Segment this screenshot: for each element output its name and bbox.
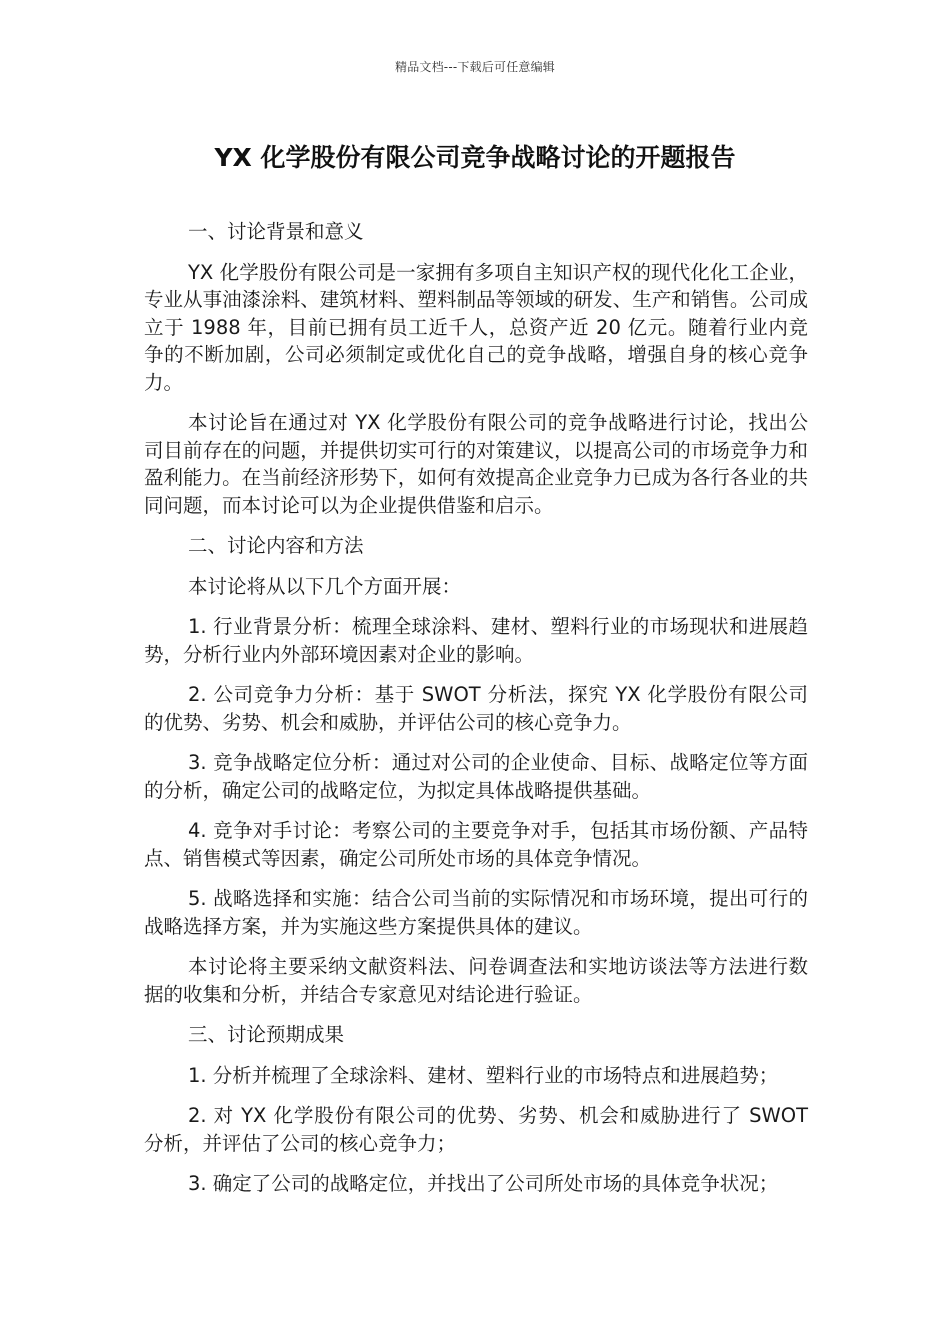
paragraph-company-intro: YX 化学股份有限公司是一家拥有多项自主知识产权的现代化化工企业，专业从事油漆涂料、建筑材料、塑料制品等领域的研发、生产和销售。公司成立于 1988 年，目前已拥有员工近千人，总资产近 20 亿元。随着行业内竞争的不断加剧，公司必须制定或优化自己的竞争战略，增强自身的核心竞争力。 [144, 260, 808, 394]
list-item-industry-analysis: 1. 行业背景分析：梳理全球涂料、建材、塑料行业的市场现状和进展趋势，分析行业内外部环境因素对企业的影响。 [144, 615, 808, 666]
list-item-strategy-selection: 5. 战略选择和实施：结合公司当前的实际情况和市场环境，提出可行的战略选择方案，并为实施这些方案提供具体的建议。 [144, 887, 808, 938]
paragraph-purpose: 本讨论旨在通过对 YX 化学股份有限公司的竞争战略进行讨论，找出公司目前存在的问题，并提供切实可行的对策建议，以提高公司的市场竞争力和盈利能力。在当前经济形势下，如何有效提高企业竞争力已成为各行各业的共同问题，而本讨论可以为企业提供借鉴和启示。 [144, 411, 808, 517]
list-item-competitiveness-analysis: 2. 公司竞争力分析：基于 SWOT 分析法，探究 YX 化学股份有限公司的优势、劣势、机会和威胁，并评估公司的核心竞争力。 [144, 683, 808, 734]
document-title: YX 化学股份有限公司竞争战略讨论的开题报告 [214, 143, 736, 172]
section-heading-expected-results: 三、讨论预期成果 [188, 1023, 345, 1046]
section-heading-background: 一、讨论背景和意义 [188, 220, 364, 243]
result-item-positioning: 3. 确定了公司的战略定位，并找出了公司所处市场的具体竞争状况； [188, 1172, 779, 1195]
result-item-swot: 2. 对 YX 化学股份有限公司的优势、劣势、机会和威胁进行了 SWOT 分析，并评估了公司的核心竞争力； [144, 1104, 808, 1155]
list-item-strategy-positioning: 3. 竞争战略定位分析：通过对公司的企业使命、目标、战略定位等方面的分析，确定公司的战略定位，为拟定具体战略提供基础。 [144, 751, 808, 802]
section-heading-content-method: 二、讨论内容和方法 [188, 534, 364, 557]
list-item-competitor-study: 4. 竞争对手讨论：考察公司的主要竞争对手，包括其市场份额、产品特点、销售模式等因素，确定公司所处市场的具体竞争情况。 [144, 819, 808, 870]
paragraph-methods: 本讨论将主要采纳文献资料法、问卷调查法和实地访谈法等方法进行数据的收集和分析，并结合专家意见对结论进行验证。 [144, 955, 808, 1006]
page-header-watermark: 精品文档---下载后可任意编辑 [395, 60, 555, 74]
result-item-market-analysis: 1. 分析并梳理了全球涂料、建材、塑料行业的市场特点和进展趋势； [188, 1063, 779, 1087]
document-body [144, 218, 808, 1211]
paragraph-content-intro: 本讨论将从以下几个方面开展： [188, 574, 462, 598]
